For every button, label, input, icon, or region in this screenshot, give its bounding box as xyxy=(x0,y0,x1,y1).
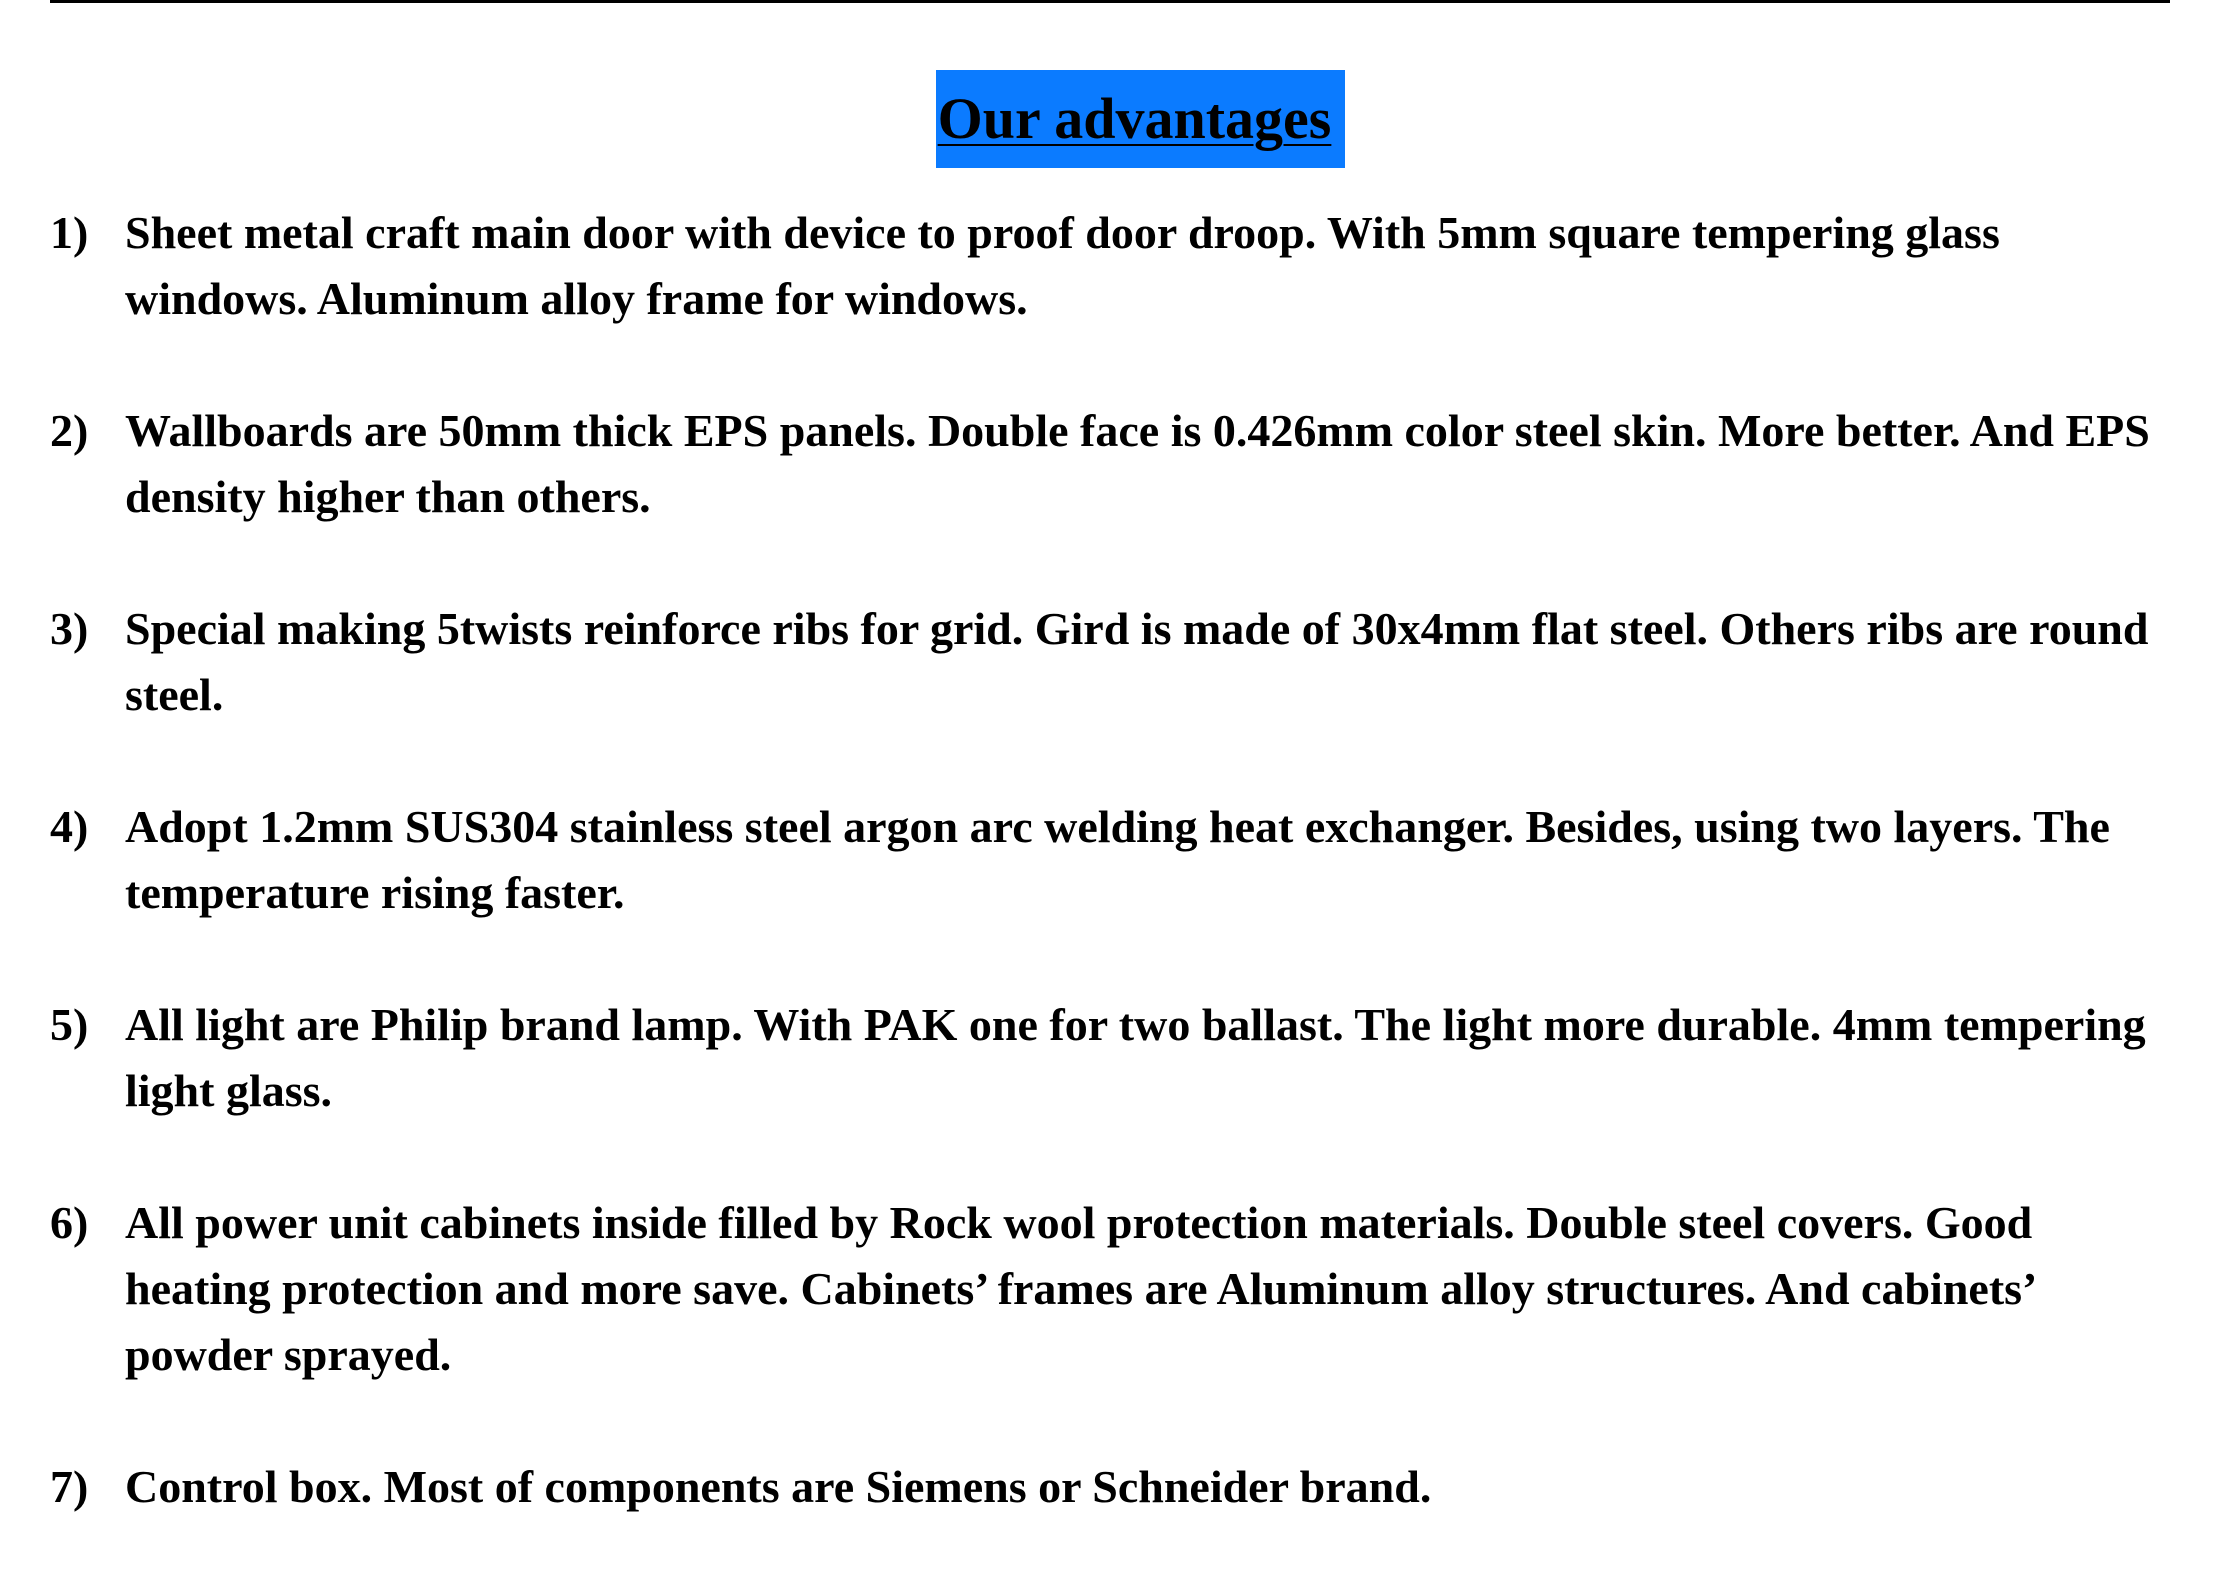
list-item-text: Control box. Most of components are Siemens or Schneider brand. xyxy=(125,1461,1432,1512)
list-item xyxy=(50,200,2180,332)
list-item-number: 7) xyxy=(50,1461,89,1512)
list-item-text: Adopt 1.2mm SUS304 stainless steel argon arc welding heat exchanger. Besides, using two layers. The temperature rising faster. xyxy=(125,801,2110,918)
list-item-number: 1) xyxy=(50,207,89,258)
advantages-list xyxy=(50,200,2180,1586)
list-item xyxy=(50,794,2180,926)
list-item xyxy=(50,596,2180,728)
list-item-text: Special making 5twists reinforce ribs for grid. Gird is made of 30x4mm flat steel. Others ribs are round steel. xyxy=(125,603,2149,720)
list-item-number: 2) xyxy=(50,405,89,456)
list-item-number: 3) xyxy=(50,603,89,654)
list-item-number: 5) xyxy=(50,999,89,1050)
top-divider xyxy=(50,0,2170,3)
list-item xyxy=(50,398,2180,530)
list-item-text: Wallboards are 50mm thick EPS panels. Double face is 0.426mm color steel skin. More better. And EPS density higher than others. xyxy=(125,405,2150,522)
list-item-text: All light are Philip brand lamp. With PAK one for two ballast. The light more durable. 4mm tempering light glass. xyxy=(125,999,2146,1116)
list-item-text: All power unit cabinets inside filled by Rock wool protection materials. Double steel covers. Good heating protection and more save. Cabinets’ frames are Aluminum alloy structures. And cabinets’ powder sprayed. xyxy=(125,1197,2034,1380)
list-item xyxy=(50,1454,2180,1520)
list-item-text: Sheet metal craft main door with device to proof door droop. With 5mm square tempering glass windows. Aluminum alloy frame for windows. xyxy=(125,207,2000,324)
list-item xyxy=(50,1190,2180,1388)
page-title: Our advantages xyxy=(936,70,1346,168)
list-item-number: 4) xyxy=(50,801,89,852)
list-item-number: 6) xyxy=(50,1197,89,1248)
list-item xyxy=(50,992,2180,1124)
heading-container xyxy=(0,70,2233,168)
